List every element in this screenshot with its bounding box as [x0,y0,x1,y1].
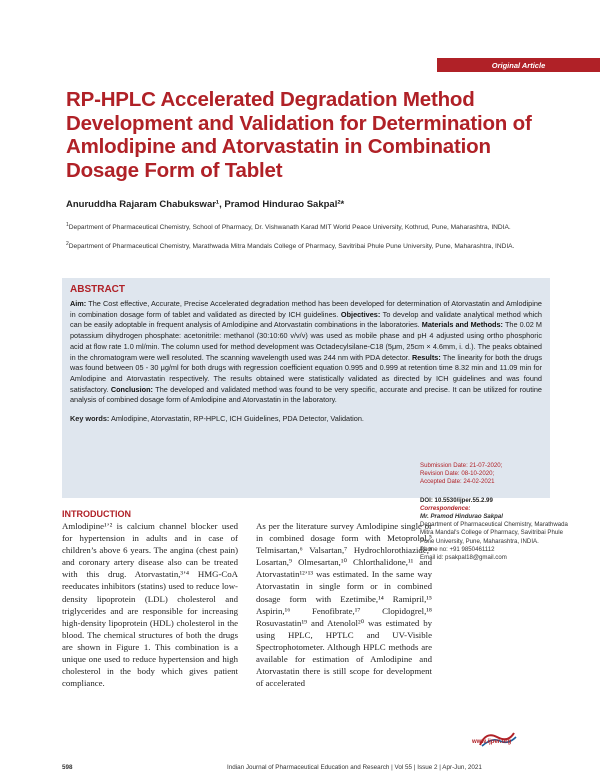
accepted-date: Accepted Date: 24-02-2021 [420,478,495,486]
author-list: Anuruddha Rajaram Chabukswar¹, Pramod Hindurao Sakpal²* [66,199,345,210]
article-dates [420,462,570,487]
journal-website-link[interactable]: www.ijper.org [472,739,512,745]
objectives-text: To develop and validate analytical method which can be easily adoptable in frequent analysis of Amlodipine and Atorvastatin combinations in the laboratories. [70,309,542,330]
results-label: Results: [411,352,441,362]
objectives-label: Objectives: [340,309,381,319]
keywords [70,414,542,424]
aim-label: Aim: [70,299,87,308]
correspondence-address: Department of Pharmaceutical Chemistry, Marathwada Mitra Mandal's College of Pharmacy, Savitribai Phule Pune University, Pune, Maharashtra, INDIA. [420,521,568,545]
keywords-text: Amlodipine, Atorvastatin, RP-HPLC, ICH Guidelines, PDA Detector, Validation. [110,414,364,424]
journal-citation: Indian Journal of Pharmaceutical Education and Research | Vol 55 | Issue 2 | Apr-Jun, 2021 [227,764,482,771]
conclusion-label: Conclusion: [110,384,153,394]
affiliation-1 [66,221,536,233]
doi-link[interactable]: DOI: 10.5530/ijper.55.2.99 [420,496,493,504]
correspondence-phone: Phone no: +91 9850461112 [420,545,495,553]
methods-text: The 0.02 M potassium dihydrogen phosphate: acetonitrile: methanol (30:10:60 v/v/v) was used as mobile phase and pH 4 adjusted using ortho phosphoric acid at flow rate 1.0 ml/min. The column used for method development was Octadecylsilane-C18 (5μm, 25cm × 4.6mm, i. d.). The peaks obtained in the chromatogram were well resoluted. The scanning wavelength used was 244 nm with PDA detector. [70,320,542,362]
keywords-label: Key words: [70,414,110,424]
correspondence-name: Mr. Pramod Hindurao Sakpal [420,513,503,521]
affiliation-2-text: Department of Pharmaceutical Chemistry, Marathwada Mitra Mandals College of Pharmacy, Savitribai Phule Pune University, Pune, Maharashtra, INDIA. [68,243,515,251]
affiliation-2-number: 2 [66,241,69,247]
page-number: 598 [62,764,73,771]
affiliation-2 [66,240,536,252]
affiliation-1-number: 1 [66,222,69,228]
methods-label: Materials and Methods: [421,320,503,330]
introduction-column-2: As per the literature survey Amlodipine single or in combined dosage form with Metoprolol,⁵ Telmisartan,⁶ Valsartan,⁷ Hydrochlorothiazide,⁸ Losartan,⁹ Olmesartan,¹⁰ Chlorthalidone,¹¹ and Atorvastatin¹²ʼ¹³ was estimated. In the same way Atorvastatin in single form or in combined dosage form with Ezetimibe,¹⁴ Ramipril,¹⁵ Aspirin,¹⁶ Fenofibrate,¹⁷ Clopidogrel,¹⁸ Rosuvastatin¹⁹ and Atenolol²⁰ was estimated by using HPLC, HPTLC and UV-Visible Spectrophotometer. Although HPLC methods are available for estimation of Amlodipine and Atorvastatin there is still scope for development of accelerated [256,521,432,689]
article-type-badge: Original Article [437,58,600,72]
correspondence-label: Correspondence: [420,504,471,512]
abstract-heading: ABSTRACT [70,284,125,295]
correspondence-email[interactable]: Email id: psakpal18@gmail.com [420,554,507,562]
conclusion-text: The developed and validated method was found to be very specific, accurate and precise. It can be utilized for routine analysis of combined dosage form of Amlodipine and Atorvastatin in the laboratory. [70,384,542,405]
article-title: RP-HPLC Accelerated Degradation Method Development and Validation for Determination of Amlodipine and Atorvastatin in Combination Dosage Form of Tablet [66,88,532,182]
submission-date: Submission Date: 21-07-2020; [420,462,503,469]
aim-text: The Cost effective, Accurate, Precise Accelerated degradation method has been developed for determination of Atorvastatin and Amlodipine in combination dosage form of tablet and validated as directed by ICH guidelines. [70,299,542,319]
revision-date: Revision Date: 08-10-2020; [420,470,495,478]
introduction-column-1: Amlodipine¹ʼ² is calcium channel blocker used for hypertension in adults and in case of children’s above 6 years. The angina (chest pain) and coronary artery disease also can be treated with this drug. Atorvastatin,³ʼ⁴ HMG-CoA reeducates inhibitors (statins) used to reduce low-density lipoprotein (LDL) cholesterol and triglycerides and are responsible for increasing high-density lipoprotein (HDL) cholesterol in the blood. The chemical structures of both the drugs are shown in Figure 1. This combination is a unique one used to reduce hypertension and high cholesterol in the body which gives patient compliance. [62,521,238,689]
introduction-heading: INTRODUCTION [62,509,131,519]
affiliation-1-text: Department of Pharmaceutical Chemistry, School of Pharmacy, Dr. Vishwanath Karad MIT World Peace University, Kothrud, Pune, Maharashtra, INDIA. [68,224,511,232]
abstract-text [70,299,542,406]
article-sidebar [420,462,570,562]
results-text: The linearity for both the drugs was found between 05 - 30 μg/ml for both drugs with regression coefficient equation 0.995 and 0.999 at retention time 8.32 min and 11.09 min for Amlodipine and Atorvastatin respectively. The results obtained were statistically validated as directed by ICH guidelines and was found satisfactory. [70,352,543,394]
